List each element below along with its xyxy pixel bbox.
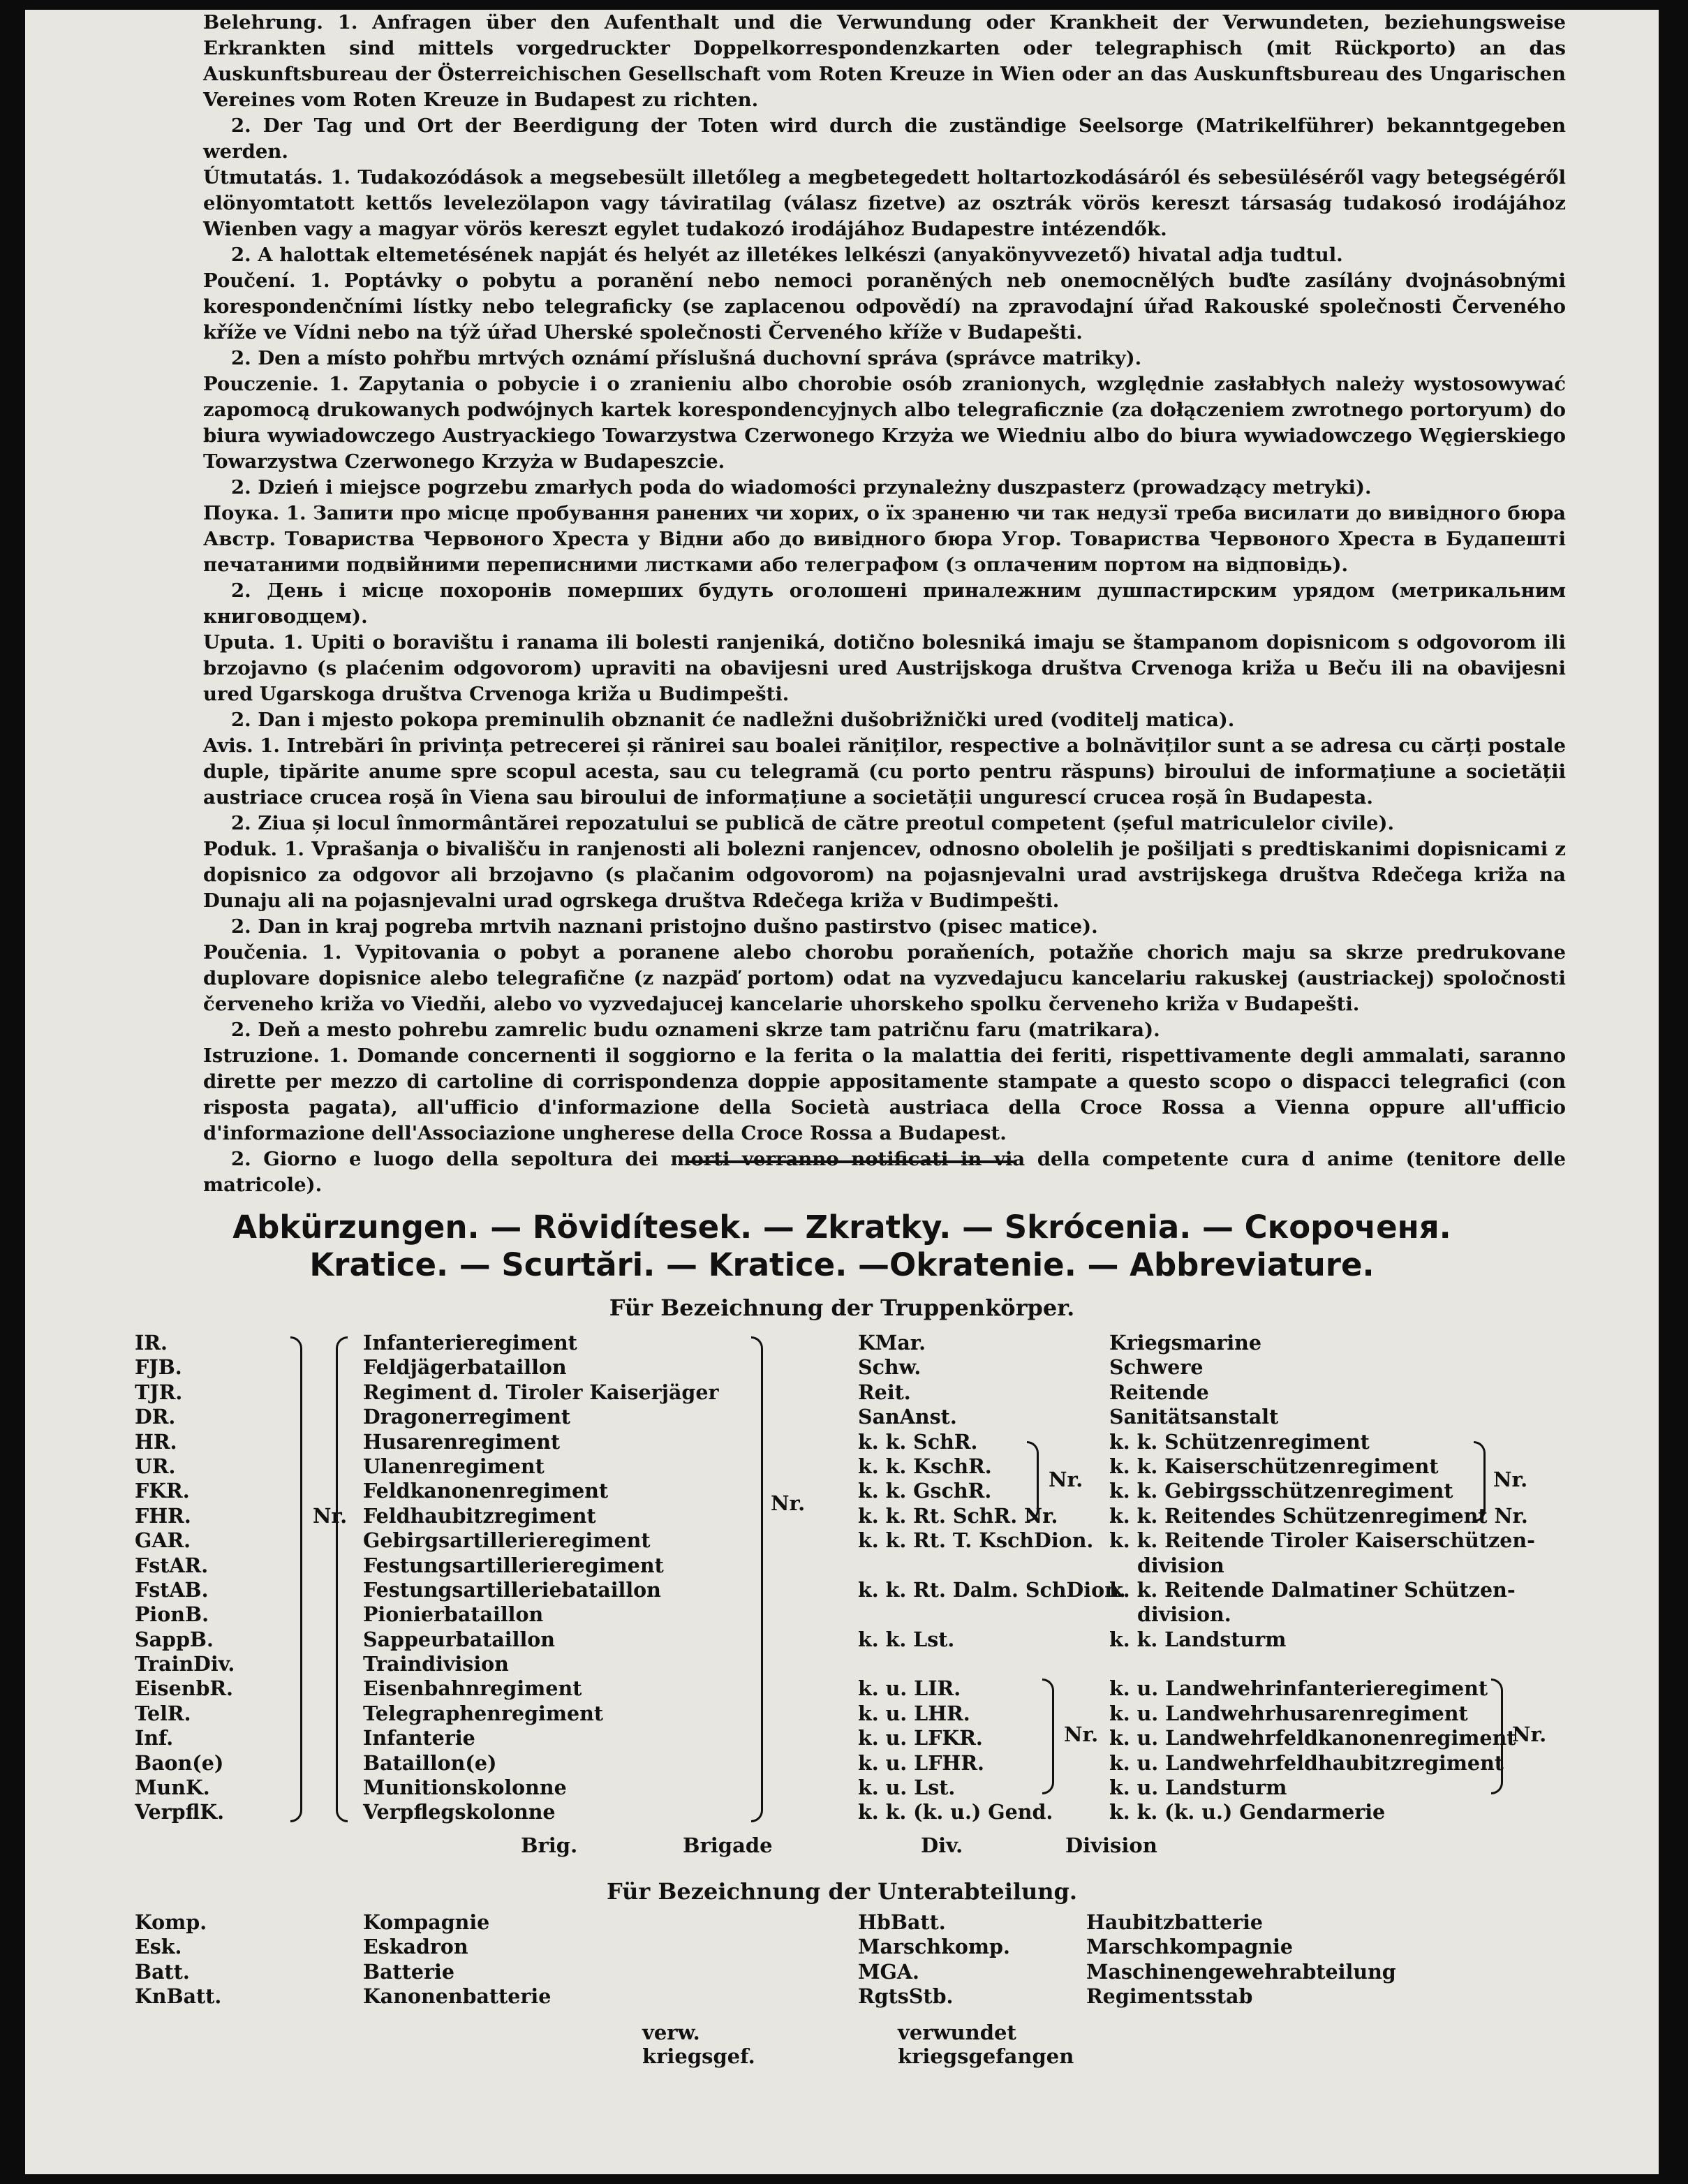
left-full-column [363, 1331, 719, 1825]
full-fhr: Feldhaubitzregiment [363, 1503, 596, 1528]
abbr-batt: Batt. [135, 1959, 190, 1984]
full-verpflk: Verpflegskolonne [363, 1800, 556, 1824]
full-kk-rt-schr: k. k. Reitendes Schützenregiment Nr. [1109, 1503, 1528, 1528]
full-traindiv: Traindivision [363, 1652, 509, 1676]
full-marschkomp: Marschkompagnie [1086, 1935, 1294, 1959]
full-fjb: Feldjägerbataillon [363, 1355, 567, 1380]
abbr-ku-lir: k. u. LIR. [858, 1676, 961, 1701]
instruction-romanian-1: Avis. 1. Intrebări în privința petrecerei și rănirei sau boalei răniților, respective a bolnăviților sunt a se adresa cu cărți postale duple, tipărite anume spre scopul acesta, sau cu telegramă (cu porto pentru răspuns) biroului de informațiune a societății austriace crucea roșă în Viena sau biroului de informațiune a societății ungurescí crucea roșă în Budapesta. [203, 735, 1566, 809]
full-kk-kschr: k. k. Kaiserschützenregiment [1109, 1454, 1439, 1478]
full-komp: Kompagnie [363, 1910, 490, 1934]
abbr-schw: Schw. [858, 1355, 921, 1380]
abbr-esk: Esk. [135, 1935, 182, 1959]
full-reit: Reitende [1109, 1380, 1209, 1404]
full-knbatt: Kanonenbatterie [363, 1984, 551, 2009]
full-kk-rt-t-kschdion: k. k. Reitende Tiroler Kaiserschützen- [1109, 1528, 1535, 1553]
full-fkr: Feldkanonenregiment [363, 1479, 609, 1503]
full-mga: Maschinengewehrabteilung [1086, 1959, 1396, 1984]
full-ku-lfhr: k. u. Landwehrfeldhaubitzregiment [1109, 1750, 1504, 1775]
section-troop-units-title: Für Bezeichnung der Truppenkörper. [609, 1294, 1075, 1321]
instruction-croatian-1: Uputa. 1. Upiti o boravištu i ranama ili bolesti ranjeniká, dotično bolesniká imaju se štampanom dopisnicom s odgovorom ili brzojavno (s plaćenim odgovorom) upraviti na obavijesni ured Austrijskoga društva Crvenoga križa u Beču ili na obavijesni ured Ugarskoga društva Crvenoga križa u Budimpešti. [203, 631, 1566, 705]
full-kk-rt-dalm-schdion: k. k. Reitende Dalmatiner Schützen- [1109, 1577, 1516, 1602]
document-page [25, 10, 1659, 2174]
full-kk-gend: k. k. (k. u.) Gendarmerie [1109, 1800, 1386, 1824]
abbr-knbatt: KnBatt. [135, 1984, 222, 2009]
abbr-blank-3 [858, 1652, 1126, 1676]
full-ir: Infanterieregiment [363, 1331, 577, 1355]
schuetzen-abbr-brace [1027, 1441, 1039, 1522]
abbr-dr: DR. [135, 1405, 176, 1429]
instruction-ukrainian-1: Поука. 1. Запити про місце пробування ранених чи хорих, о їх зраненю чи так недузї треба висилати до вивідного бюра Австр. Товариства Червоного Хреста у Відни або до вивідного бюра Угор. Товариства Червоного Хреста в Будапешті печатаними подвійними переписними листками або телеграфом (з оплаченим портом на відповідь). [203, 502, 1566, 576]
section-divider [688, 1160, 1016, 1163]
abbr-munk: MunK. [135, 1776, 210, 1800]
abbr-hbbatt: HbBatt. [858, 1910, 946, 1934]
instruction-slovenian-1: Poduk. 1. Vprašanja o bivališču in ranjenosti ali bolezni ranjencev, odnosno obolelih je pošiljati s predtiskanimi dopisnicami z dopisnico za odgovor ali brzojavno (s plačanim odgovorom) na pojasnjevalni urad avstrijskega društva Rdečega križa na Dunaju ali na pojasnjevalni urad ogrskega društva Rdečega križa v Budimpešti. [203, 838, 1566, 912]
abbr-fjb: FJB. [135, 1355, 182, 1380]
abbr-kk-rt-dalm-schdion: k. k. Rt. Dalm. SchDion. [858, 1577, 1126, 1602]
left-abbr-column [135, 1331, 235, 1825]
instruction-italian-2: 2. Giorno e luogo della sepoltura dei morti verranno notificati in via della competente cura d anime (tenitore delle matricole). [203, 1148, 1566, 1196]
full-sappb: Sappeurbataillon [363, 1627, 556, 1651]
abbr-fstab: FstAB. [135, 1577, 209, 1602]
subunit-right-full [1086, 1910, 1396, 2009]
abbr-sappb: SappB. [135, 1627, 214, 1651]
instruction-german-2: 2. Der Tag und Ort der Beerdigung der Toten wird durch die zuständige Seelsorge (Matrikelführer) bekanntgegeben werden. [203, 115, 1566, 163]
full-fstab: Festungsartilleriebataillon [363, 1577, 661, 1602]
right-full-column [1109, 1331, 1535, 1825]
subunit-right-abbr [858, 1910, 1010, 2009]
instruction-hungarian-2: 2. A halottak eltemetésének napját és helyét az illetékes lelkészi (anyakönyvvezető) hivatal adja tudtul. [231, 244, 1343, 266]
full-sananst: Sanitätsanstalt [1109, 1405, 1279, 1429]
full-kk-rt-t-kschdion-cont: division [1137, 1553, 1224, 1577]
abbr-traindiv: TrainDiv. [135, 1652, 235, 1676]
abbr-pionb: PionB. [135, 1602, 209, 1627]
full-telr: Telegraphenregiment [363, 1701, 604, 1725]
instructions-block [203, 10, 1566, 1198]
verw-full: verwundet [898, 2021, 1016, 2044]
full-schw: Schwere [1109, 1355, 1204, 1380]
abbreviations-title-line1: Abkürzungen. — Rövidítesek. — Zkratky. — Skrócenia. — Скороченя. [232, 1209, 1451, 1246]
abbr-sananst: SanAnst. [858, 1405, 957, 1429]
abbr-komp: Komp. [135, 1910, 207, 1934]
abbr-marschkomp: Marschkomp. [858, 1935, 1010, 1959]
abbr-kk-rt-t-kschdion: k. k. Rt. T. KschDion. [858, 1528, 1094, 1553]
brig-abbr: Brig. [521, 1833, 578, 1857]
abbr-rgtsstb: RgtsStb. [858, 1984, 954, 2009]
full-ku-lhr: k. u. Landwehrhusarenregiment [1109, 1701, 1468, 1725]
abbr-gar: GAR. [135, 1528, 191, 1553]
subunit-left-full [363, 1910, 551, 2009]
instruction-italian-1: Istruzione. 1. Domande concernenti il soggiorno e la ferita o la malattia dei feriti, rispettivamente degli ammalati, saranno dirette per mezzo di cartoline di corrispondenza doppie appositamente stampate a questo scopo o dispacci telegrafici (con risposta pagata), all'ufficio d'informazione della Società austriaca della Croce Rossa a Vienna oppure all'ufficio d'informazione dell'Associazione ungherese della Croce Rossa a Budapest. [203, 1045, 1566, 1144]
abbr-reit: Reit. [858, 1380, 911, 1404]
full-kmar: Kriegsmarine [1109, 1331, 1262, 1355]
landwehr-abbr-brace [1042, 1678, 1054, 1794]
abbr-ir: IR. [135, 1331, 168, 1355]
abbr-blank-2 [858, 1602, 1126, 1627]
abbr-fhr: FHR. [135, 1503, 191, 1528]
full-tjr: Regiment d. Tiroler Kaiserjäger [363, 1380, 719, 1404]
instruction-slovak-1: Poučenia. 1. Vypitovania o pobyt a poranene alebo chorobu poraňeních, potažňe chorich maju sa skrze predrukovane duplovare dopisnice alebo telegrafične (z nazpäď portom) odat na vyzvedajucu kancelariu rakuskej (austriackej) spoločnosti červeneho križa vo Viedňi, alebo vo vyzvedajucej kancelarie uhorskeho spolku červeneho križa v Budapešti. [203, 941, 1566, 1015]
abbr-ku-lhr: k. u. LHR. [858, 1701, 970, 1725]
left-full-brace [336, 1336, 348, 1822]
full-dr: Dragonerregiment [363, 1405, 571, 1429]
full-kk-rt-dalm-schdion-cont: division. [1137, 1602, 1231, 1627]
instruction-czech-2: 2. Den a místo pohřbu mrtvých oznámí příslušná duchovní správa (správce matriky). [231, 347, 1142, 369]
instruction-czech-1: Poučení. 1. Poptávky o pobytu a poranění nebo nemoci poraněných neb onemocnělých buďte zasílány dvojnásobnými korespondenčními lístky nebo telegraficky (se zaplacenou odpovědí) na zpravodajní úřad Rakouské společnosti Červeného kříže ve Vídni nebo na týž úřad Uherské společnosti Červeného kříže v Budapešti. [203, 270, 1566, 344]
full-ku-lst: k. u. Landsturm [1109, 1776, 1287, 1800]
instruction-polish-1: Pouczenie. 1. Zapytania o pobycie i o zranieniu albo chorobie osób zranionych, względnie zasłabłych należy wystosowywać zapomocą drukowanych podwójnych kartek korespondencyjnych albo telegraficznie (za dołączeniem zwrotnego portoryum) do biura wywiadowczego Austryackiego Towarzystwa Czerwonego Krzyża we Wiedniu albo do biura wywiadowczego Węgierskiego Towarzystwa Czerwonego Krzyża w Budapeszcie. [203, 373, 1566, 473]
abbr-kk-kschr: k. k. KschR. [858, 1454, 992, 1478]
abbr-ku-lst: k. u. Lst. [858, 1776, 956, 1800]
full-kk-lst: k. k. Landsturm [1109, 1627, 1287, 1651]
full-blank-3 [1109, 1652, 1535, 1676]
full-fstar: Festungsartillerieregiment [363, 1553, 664, 1577]
full-esk: Eskadron [363, 1935, 468, 1959]
abbr-ku-lfhr: k. u. LFHR. [858, 1750, 984, 1775]
abbr-telr: TelR. [135, 1701, 191, 1725]
instruction-romanian-2: 2. Ziua și locul înmormântărei repozatului se publică de către preotul competent (șeful matriculelor civile). [231, 812, 1395, 834]
abbr-kk-schr: k. k. SchR. [858, 1429, 978, 1454]
schuetzen-nr-label-2: Nr. [1493, 1468, 1528, 1491]
abbr-hr: HR. [135, 1429, 177, 1454]
abbr-blank-1 [858, 1554, 1126, 1578]
kriegsgef-full: kriegsgefangen [898, 2044, 1074, 2068]
abbr-baon: Baon(e) [135, 1750, 224, 1775]
full-pionb: Pionierbataillon [363, 1602, 544, 1627]
full-hr: Husarenregiment [363, 1429, 561, 1454]
full-kk-schr: k. k. Schützenregiment [1109, 1429, 1370, 1454]
full-ku-lir: k. u. Landwehrinfanterieregiment [1109, 1676, 1488, 1701]
full-rgtsstb: Regimentsstab [1086, 1984, 1253, 2009]
full-gar: Gebirgsartillerieregiment [363, 1528, 651, 1553]
div-abbr: Div. [921, 1833, 963, 1857]
right-abbr-column [858, 1331, 1126, 1825]
abbr-fstar: FstAR. [135, 1553, 209, 1577]
instruction-polish-2: 2. Dzień i miejsce pogrzebu zmarłych poda do wiadomości przynależny duszpasterz (prowadzący metryki). [231, 476, 1372, 499]
abbr-eisenbr: EisenbR. [135, 1676, 233, 1701]
full-ku-lfkr: k. u. Landwehrfeldkanonenregiment [1109, 1726, 1516, 1750]
instruction-german-1: Belehrung. 1. Anfragen über den Aufenthalt und die Verwundung oder Krankheit der Verwundeten, beziehungsweise Erkrankten sind mittels vorgedruckter Doppelkorrespondenzkarten oder telegraphisch (mit Rückporto) an das Auskunftsbureau der Österreichischen Gesellschaft vom Roten Kreuze in Wien oder an das Auskunftsbureau des Ungarischen Vereines vom Roten Kreuze in Budapest zu richten. [203, 11, 1566, 111]
full-inf: Infanterie [363, 1726, 475, 1750]
full-batt: Batterie [363, 1959, 454, 1984]
left-full-close-brace [751, 1336, 763, 1822]
abbr-kk-gschr: k. k. GschR. [858, 1479, 992, 1503]
abbr-tjr: TJR. [135, 1380, 183, 1404]
full-munk: Munitionskolonne [363, 1776, 567, 1800]
div-full: Division [1065, 1833, 1157, 1857]
landwehr-full-brace [1491, 1678, 1503, 1794]
abbr-inf: Inf. [135, 1726, 174, 1750]
full-kk-gschr: k. k. Gebirgsschützenregiment [1109, 1479, 1453, 1503]
abbr-mga: MGA. [858, 1959, 919, 1984]
abbr-fkr: FKR. [135, 1479, 190, 1503]
abbr-kk-gend: k. k. (k. u.) Gend. [858, 1800, 1053, 1824]
abbr-verpflk: VerpflK. [135, 1800, 224, 1824]
abbr-ku-lfkr: k. u. LFKR. [858, 1726, 983, 1750]
schuetzen-full-brace [1474, 1441, 1486, 1522]
left-abbr-brace [290, 1336, 302, 1822]
full-baon: Bataillon(e) [363, 1750, 497, 1775]
verw-abbr: verw. [642, 2021, 700, 2044]
left-nr-label-1: Nr. [313, 1504, 348, 1528]
abbreviations-title-line2: Kratice. — Scurtări. — Kratice. —Okratenie. — Abbreviature. [309, 1246, 1375, 1283]
instruction-croatian-2: 2. Dan i mjesto pokopa preminulih obznanit će nadležni dušobrižnički ured (voditelj matica). [231, 709, 1235, 731]
full-eisenbr: Eisenbahnregiment [363, 1676, 582, 1701]
abbr-kmar: KMar. [858, 1331, 926, 1355]
instruction-slovenian-2: 2. Dan in kraj pogreba mrtvih naznani pristojno dušno pastirstvo (pisec matice). [231, 915, 1098, 938]
abbr-kk-rt-schr: k. k. Rt. SchR. Nr. [858, 1503, 1058, 1528]
schuetzen-nr-label-1: Nr. [1049, 1468, 1083, 1491]
abbr-ur: UR. [135, 1454, 176, 1478]
instruction-slovak-2: 2. Deň a mesto pohrebu zamrelic budu oznameni skrze tam patričnu faru (matrikara). [231, 1019, 1160, 1041]
section-subunits-title: Für Bezeichnung der Unterabteilung. [606, 1878, 1078, 1905]
subunit-left-abbr [135, 1910, 221, 2009]
instruction-ukrainian-2: 2. День і місце похоронів померших будуть оголошені приналежним душпастирским урядом (метрикальним книговодцем). [203, 580, 1566, 628]
instruction-hungarian-1: Útmutatás. 1. Tudakozódások a megsebesült illetőleg a megbetegedett holtartozkodásáról és sebesüléséről vagy betegségéről elönyomtatott kettős levelezölapon vagy táviratilag (válasz fizetve) az osztrák vörös kereszt társaság tudakosó irodájához Wienben vagy a magyar vörös kereszt egylet tudakozó irodájához Budapestre intézendők. [203, 166, 1566, 240]
brig-full: Brigade [683, 1833, 773, 1857]
landwehr-nr-label-1: Nr. [1064, 1722, 1099, 1746]
kriegsgef-abbr: kriegsgef. [642, 2044, 755, 2068]
abbr-kk-lst: k. k. Lst. [858, 1627, 955, 1651]
full-ur: Ulanenregiment [363, 1454, 545, 1478]
full-hbbatt: Haubitzbatterie [1086, 1910, 1264, 1934]
landwehr-nr-label-2: Nr. [1512, 1722, 1547, 1746]
left-nr-label-2: Nr. [771, 1491, 806, 1515]
